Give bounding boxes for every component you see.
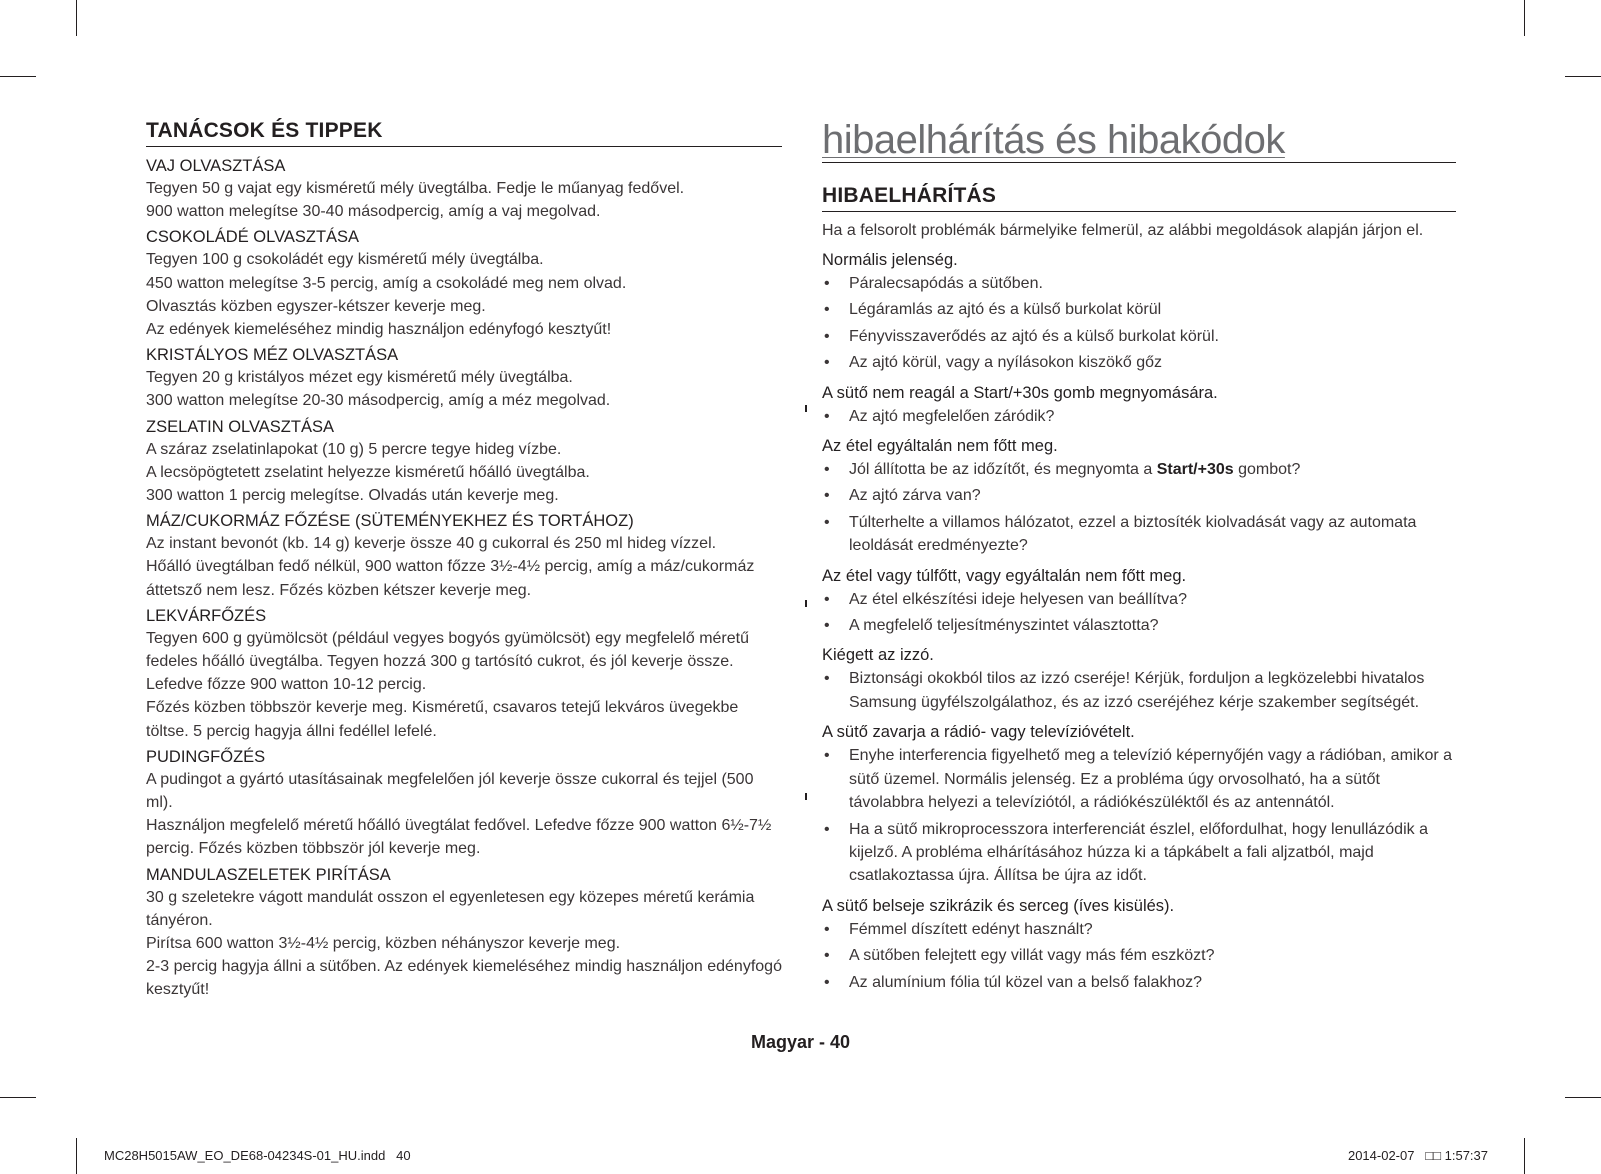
tips-sections (146, 155, 782, 1002)
crop-mark (76, 1138, 77, 1174)
tip-text-line: A száraz zselatinlapokat (10 g) 5 percre tegye hideg vízbe. (146, 440, 562, 458)
bullet-icon: • (824, 747, 830, 765)
problem-group (822, 564, 1456, 638)
chapter-title: hibaelhárítás és hibakódok (822, 118, 1456, 163)
bullet-icon: • (824, 973, 830, 991)
problem-title: Az étel egyáltalán nem főtt meg. (822, 437, 1058, 456)
problem-group (822, 720, 1456, 887)
bullet-icon: • (824, 617, 830, 635)
margin-tick (805, 405, 807, 412)
tip-title: MÁZ/CUKORMÁZ FŐZÉSE (SÜTEMÉNYEKHEZ ÉS TORTÁHOZ) (146, 512, 634, 531)
solution-item: • Az alumínium fólia túl közel van a belső falakhoz? (822, 971, 1456, 994)
solution-item: • A megfelelő teljesítményszintet választotta? (822, 614, 1456, 637)
tip-text-line: 300 watton melegítse 20-30 másodpercig, amíg a méz megolvad. (146, 392, 611, 410)
solution-item: • Légáramlás az ajtó és a külső burkolat körül (822, 298, 1456, 321)
solution-item: • Az étel elkészítési ideje helyesen van beállítva? (822, 588, 1456, 611)
tip-text-line: 450 watton melegítse 3-5 percig, amíg a csokoládé meg nem olvad. (146, 274, 627, 292)
tip-text-line: tányéron. (146, 911, 213, 929)
tip-text-line: áttetsző nem lesz. Főzés közben kétszer keverje meg. (146, 581, 532, 599)
bullet-icon: • (824, 301, 830, 319)
tips-column (146, 118, 782, 1002)
problem-title: A sütő nem reagál a Start/+30s gomb megnyomására. (822, 383, 1218, 402)
tip-text-line: 900 watton melegítse 30-40 másodpercig, amíg a vaj megolvad. (146, 203, 601, 221)
troubleshooting-intro: Ha a felsorolt problémák bármelyike felmerül, az alábbi megoldások alapján járjon el. (822, 222, 1424, 239)
crop-mark (1565, 76, 1601, 77)
solution-item: • Jól állította be az időzítőt, és megnyomta a Start/+30s gombot? (822, 458, 1456, 481)
solution-item: • Páralecsapódás a sütőben. (822, 272, 1456, 295)
solution-item: • Túlterhelte a villamos hálózatot, ezzel a biztosíték kiolvadását vagy az automata leoldását eredményezte? (822, 511, 1456, 558)
solution-item: • Fényvisszaverődés az ajtó és a külső burkolat körül. (822, 325, 1456, 348)
bullet-icon: • (824, 947, 830, 965)
tip-text-line: Tegyen 600 g gyümölcsöt (például vegyes bogyós gyümölcsöt) egy megfelelő méretű (146, 629, 749, 647)
tip-text-line: A pudingot a gyártó utasításainak megfelelően jól keverje össze cukorral és tejjel (500 ml). (146, 770, 754, 812)
problem-group (822, 894, 1456, 994)
tip-text-line: Lefedve főzze 900 watton 10-12 percig. (146, 676, 427, 694)
bullet-icon: • (824, 670, 830, 688)
problem-title: A sütő zavarja a rádió- vagy televízióvételt. (822, 723, 1135, 742)
crop-mark (1565, 1097, 1601, 1098)
page-number: Magyar - 40 (750, 1032, 851, 1052)
tip-title: VAJ OLVASZTÁSA (146, 157, 286, 175)
start-button-label: Start/+30s (1156, 461, 1234, 479)
problem-group (822, 643, 1456, 714)
tip-title: KRISTÁLYOS MÉZ OLVASZTÁSA (146, 346, 399, 365)
tip-text-line: töltse. 5 percig hagyja állni fedéllel lefelé. (146, 722, 437, 740)
tip-title: ZSELATIN OLVASZTÁSA (146, 417, 334, 436)
problem-group (822, 381, 1456, 428)
tip-text-line: Tegyen 50 g vajat egy kisméretű mély üvegtálba. Fedje le műanyag fedővel. (146, 180, 685, 197)
problem-group (822, 434, 1456, 558)
problem-title: Az étel vagy túlfőtt, vagy egyáltalán nem főtt meg. (822, 566, 1187, 585)
bullet-icon: • (824, 820, 830, 838)
crop-mark (1524, 0, 1525, 36)
tip-title: MANDULASZELETEK PIRÍTÁSA (146, 865, 391, 884)
tip-title: LEKVÁRFŐZÉS (146, 606, 267, 625)
tip-title: PUDINGFŐZÉS (146, 747, 266, 766)
tip-title: CSOKOLÁDÉ OLVASZTÁSA (146, 228, 360, 247)
tips-heading: TANÁCSOK ÉS TIPPEK (146, 118, 782, 147)
crop-mark (0, 1097, 36, 1098)
bullet-icon: • (824, 590, 830, 608)
solution-item: • A sütőben felejtett egy villát vagy más fém eszközt? (822, 944, 1456, 967)
tip-text-line: Pirítsa 600 watton 3½-4½ percig, közben néhányszor keverje meg. (146, 935, 621, 953)
tip-text-line: Használjon megfelelő méretű hőálló üvegtálat fedővel. Lefedve főzze 900 watton 6½-7½ (146, 817, 772, 835)
margin-tick (805, 793, 807, 800)
problem-group (822, 248, 1456, 375)
tip-text-line: A lecsöpögtetett zselatint helyezze kisméretű hőálló üvegtálba. (146, 463, 590, 481)
tip-text-line: Az edények kiemeléséhez mindig használjon edényfogó kesztyűt! (146, 321, 612, 339)
tip-text-line: Tegyen 20 g kristályos mézet egy kisméretű mély üvegtálba. (146, 369, 573, 387)
solution-item: • Az ajtó megfelelően záródik? (822, 405, 1456, 428)
tip-text-line: Főzés közben többször keverje meg. Kisméretű, csavaros tetejű lekváros üvegekbe (146, 699, 739, 717)
crop-mark (76, 0, 77, 36)
solution-item: • Az ajtó körül, vagy a nyílásokon kiszökő gőz (822, 351, 1456, 374)
tip-text-line: Tegyen 100 g csokoládét egy kisméretű mély üvegtálba. (146, 251, 544, 269)
tip-text-line: Hőálló üvegtálban fedő nélkül, 900 watton főzze 3½-4½ percig, amíg a máz/cukormáz (146, 558, 755, 576)
tip-text-line: Az instant bevonót (kb. 14 g) keverje össze 40 g cukorral és 250 ml hideg vízzel. (146, 535, 717, 553)
troubleshooting-heading: HIBAELHÁRÍTÁS (822, 183, 1456, 212)
solution-item: • Enyhe interferencia figyelhető meg a televízió képernyőjén vagy a rádióban, amikor a sütő üzemel. Normális jelenség. Ez a probléma úgy orvosolható, ha a sütőt távolabbra helyezi a televíziótól, a rádiókészüléktől és az antennától. (822, 744, 1456, 814)
bullet-icon: • (824, 275, 830, 292)
troubleshooting-groups (822, 248, 1456, 994)
bullet-icon: • (824, 354, 830, 372)
tip-text-line: Olvasztás közben egyszer-kétszer keverje meg. (146, 297, 486, 315)
crop-mark (0, 76, 36, 77)
solution-item: • Fémmel díszített edényt használt? (822, 918, 1456, 941)
bullet-icon: • (824, 487, 830, 505)
margin-tick (805, 600, 807, 607)
bullet-icon: • (824, 920, 830, 938)
tip-text-line: percig. Főzés közben többször jól keverje meg. (146, 840, 481, 858)
solution-item: • Az ajtó zárva van? (822, 484, 1456, 507)
tip-text-line: 30 g szeletekre vágott mandulát osszon el egyenletesen egy közepes méretű kerámia (146, 888, 755, 906)
date-slug: 2014-02-07 □□ 1:57:37 (1347, 1148, 1488, 1163)
problem-title: Kiégett az izzó. (822, 646, 934, 665)
tip-text-line: 300 watton 1 percig melegítse. Olvadás után keverje meg. (146, 487, 559, 505)
bullet-icon: • (824, 327, 830, 345)
tip-text-line: 2-3 percig hagyja állni a sütőben. Az edények kiemeléséhez mindig használjon edényfogó (146, 958, 782, 976)
problem-title: A sütő belseje szikrázik és serceg (íves kisülés). (822, 896, 1175, 915)
tip-text-line: fedeles hőálló üvegtálba. Tegyen hozzá 300 g tartósító cukrot, és jól keverje össze. (146, 653, 734, 671)
bullet-icon: • (824, 513, 830, 531)
tip-text-line: kesztyűt! (146, 981, 210, 999)
troubleshooting-column (822, 118, 1456, 1000)
crop-mark (1524, 1138, 1525, 1174)
bullet-icon: • (824, 407, 830, 425)
file-slug: MC28H5015AW_EO_DE68-04234S-01_HU.indd 40 (104, 1148, 411, 1163)
problem-title: Normális jelenség. (822, 251, 958, 269)
solution-item: • Ha a sütő mikroprocesszora interferenciát észlel, előfordulhat, hogy lenullázódik a kijelző. A probléma elhárításához húzza ki a tápkábelt a fali aljzatból, majd csatlakoztassa újra. Állítsa be újra az időt. (822, 818, 1456, 888)
solution-item: • Biztonsági okokból tilos az izzó cseréje! Kérjük, forduljon a legközelebbi hivatalos Samsung ügyfélszolgálathoz, és az izzó cseréjéhez kérje szakember segítségét. (822, 667, 1456, 714)
bullet-icon: • (824, 461, 830, 479)
